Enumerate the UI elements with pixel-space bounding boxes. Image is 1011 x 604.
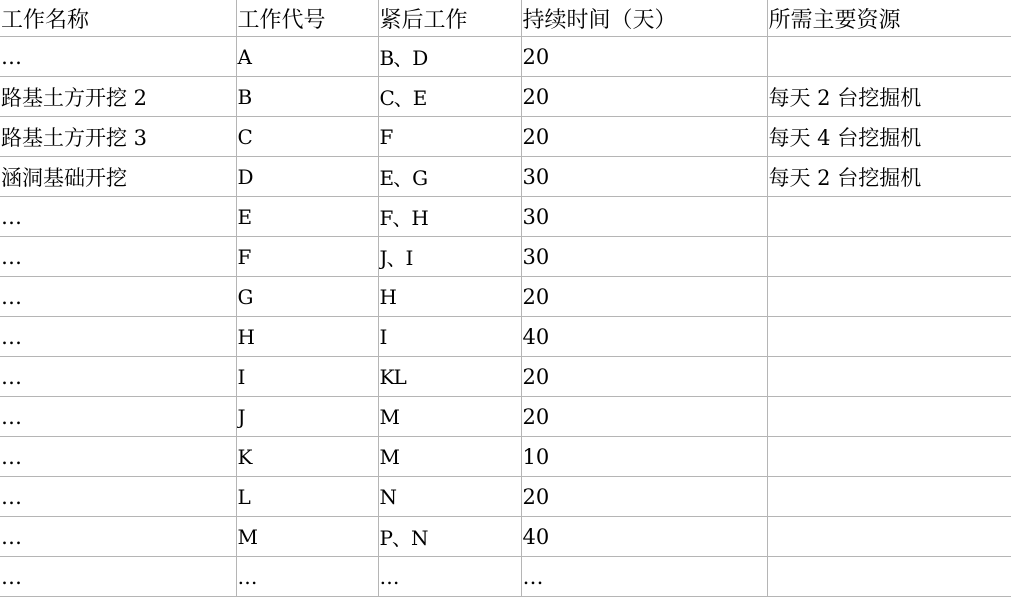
cell-work-code: L [236, 477, 378, 517]
cell-work-code: J [236, 397, 378, 437]
table-row [0, 557, 1011, 597]
cell-resources [767, 237, 1011, 277]
cell-work-code: I [236, 357, 378, 397]
cell-duration: 40 [521, 317, 767, 357]
cell-successor: M [378, 397, 521, 437]
table-row [0, 237, 1011, 277]
cell-duration: 20 [521, 37, 767, 77]
table-row [0, 477, 1011, 517]
cell-duration: 30 [521, 157, 767, 197]
cell-successor: N [378, 477, 521, 517]
table-row [0, 197, 1011, 237]
cell-work-name: 路基土方开挖 3 [0, 117, 236, 157]
cell-duration: 20 [521, 277, 767, 317]
table-row [0, 157, 1011, 197]
table-row [0, 277, 1011, 317]
cell-resources [767, 477, 1011, 517]
cell-successor: C、E [378, 77, 521, 117]
cell-resources [767, 437, 1011, 477]
cell-duration: 40 [521, 517, 767, 557]
cell-resources [767, 397, 1011, 437]
cell-successor: M [378, 437, 521, 477]
table-row [0, 77, 1011, 117]
cell-duration: 30 [521, 237, 767, 277]
cell-work-code: … [236, 557, 378, 597]
cell-work-name: 路基土方开挖 2 [0, 77, 236, 117]
cell-resources [767, 357, 1011, 397]
cell-work-code: C [236, 117, 378, 157]
cell-resources [767, 37, 1011, 77]
cell-resources: 每天 2 台挖掘机 [767, 157, 1011, 197]
cell-duration: 30 [521, 197, 767, 237]
table-body [0, 37, 1011, 597]
cell-duration: 10 [521, 437, 767, 477]
cell-work-code: E [236, 197, 378, 237]
cell-duration: 20 [521, 477, 767, 517]
cell-resources [767, 557, 1011, 597]
cell-work-code: M [236, 517, 378, 557]
cell-work-code: B [236, 77, 378, 117]
cell-successor: KL [378, 357, 521, 397]
table-row [0, 397, 1011, 437]
cell-work-name: … [0, 437, 236, 477]
cell-work-code: F [236, 237, 378, 277]
cell-work-name: … [0, 237, 236, 277]
cell-work-code: G [236, 277, 378, 317]
cell-resources [767, 277, 1011, 317]
header-resources: 所需主要资源 [767, 0, 1011, 37]
cell-work-name: … [0, 37, 236, 77]
cell-resources [767, 517, 1011, 557]
table-row [0, 317, 1011, 357]
cell-work-code: H [236, 317, 378, 357]
cell-resources: 每天 4 台挖掘机 [767, 117, 1011, 157]
header-successor: 紧后工作 [378, 0, 521, 37]
cell-work-name: … [0, 277, 236, 317]
header-work-name: 工作名称 [0, 0, 236, 37]
cell-duration: … [521, 557, 767, 597]
cell-resources [767, 317, 1011, 357]
table-row [0, 37, 1011, 77]
table-row [0, 437, 1011, 477]
cell-resources [767, 197, 1011, 237]
cell-resources: 每天 2 台挖掘机 [767, 77, 1011, 117]
cell-successor: … [378, 557, 521, 597]
cell-work-name: … [0, 197, 236, 237]
table-header-row [0, 0, 1011, 37]
cell-successor: F、H [378, 197, 521, 237]
header-work-code: 工作代号 [236, 0, 378, 37]
table-row [0, 117, 1011, 157]
cell-duration: 20 [521, 397, 767, 437]
cell-work-code: K [236, 437, 378, 477]
cell-work-name: … [0, 477, 236, 517]
cell-work-name: … [0, 357, 236, 397]
cell-work-code: A [236, 37, 378, 77]
cell-successor: E、G [378, 157, 521, 197]
cell-work-name: … [0, 517, 236, 557]
header-duration: 持续时间（天） [521, 0, 767, 37]
cell-duration: 20 [521, 357, 767, 397]
cell-successor: P、N [378, 517, 521, 557]
table-row [0, 517, 1011, 557]
cell-successor: J、I [378, 237, 521, 277]
cell-successor: H [378, 277, 521, 317]
cell-successor: B、D [378, 37, 521, 77]
table-row [0, 357, 1011, 397]
cell-successor: I [378, 317, 521, 357]
cell-successor: F [378, 117, 521, 157]
cell-duration: 20 [521, 77, 767, 117]
cell-work-name: … [0, 397, 236, 437]
cell-work-code: D [236, 157, 378, 197]
cell-work-name: 涵洞基础开挖 [0, 157, 236, 197]
cell-work-name: … [0, 557, 236, 597]
cell-work-name: … [0, 317, 236, 357]
cell-duration: 20 [521, 117, 767, 157]
